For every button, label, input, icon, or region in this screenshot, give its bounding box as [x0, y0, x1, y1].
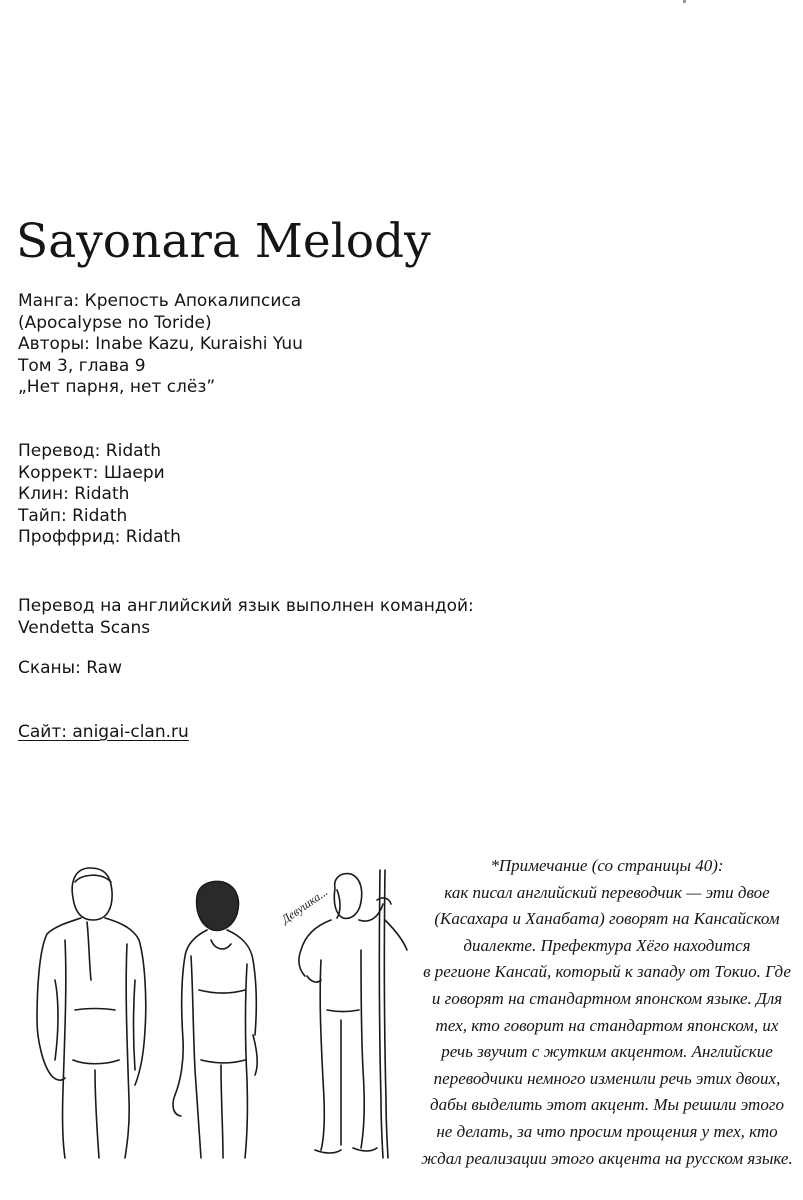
note-line: диалекте. Префектура Хёго находится — [463, 935, 751, 955]
credit-proofread: Коррект: Шаери — [18, 462, 165, 483]
figure-left — [37, 868, 146, 1158]
note-line: дабы выделить этот акцент. Мы решили этого — [430, 1095, 784, 1115]
manga-illustration — [15, 860, 410, 1160]
site-url: anigai-clan.ru — [72, 722, 189, 742]
note-line: ждал реализации этого акцента на русском языке. — [421, 1148, 793, 1168]
manga-info — [18, 291, 303, 399]
credits — [18, 441, 181, 549]
scans-line: Сканы: Raw — [18, 658, 122, 678]
authors-line: Авторы: Inabe Kazu, Kuraishi Yuu — [18, 334, 303, 354]
credit-quality-check: Проффрид: Ridath — [18, 527, 181, 547]
note-line: (Касахара и Ханабата) говорят на Кансайском — [434, 909, 780, 929]
note-line: в регионе Кансай, который к западу от Токио. Где — [423, 962, 791, 982]
corner-mark — [683, 0, 686, 3]
volume-chapter-line: Том 3, глава 9 — [18, 355, 146, 376]
scans-credit — [18, 658, 122, 680]
english-translation-label: Перевод на английский язык выполнен командой: — [18, 596, 474, 616]
note-line: тех, кто говорит на стандартом японском, их — [435, 1015, 779, 1035]
note-line: *Примечание (со страницы 40): — [490, 856, 724, 875]
site-credit — [18, 722, 189, 744]
site-label: Сайт: — [18, 722, 73, 742]
figure-middle — [173, 882, 257, 1158]
english-translation-team: Vendetta Scans — [18, 617, 151, 638]
english-translation-credit — [18, 596, 474, 639]
site-link[interactable] — [18, 722, 189, 744]
manga-title-line: Манга: Крепость Апокалипсиса — [18, 291, 302, 311]
page-title: Sayonara Melody — [16, 214, 431, 269]
note-line: речь звучит с жутким акцентом. Английские — [441, 1042, 773, 1062]
speech-bubble-text: Девушка... — [278, 884, 331, 927]
note-line: переводчики немного изменили речь этих двоих, — [433, 1068, 781, 1088]
note-line: и говорят на стандартном японском языке. Для — [431, 988, 783, 1008]
manga-original-title-line: (Apocalypse no Toride) — [18, 312, 212, 333]
three-figures-drawing — [15, 860, 410, 1160]
note-line: как писал английский переводчик — эти двое — [444, 882, 770, 902]
chapter-title-line: „Нет парня, нет слёз” — [18, 377, 216, 397]
credit-translation: Перевод: Ridath — [18, 441, 161, 461]
note-line: не делать, за что просим прощения у тех, кто — [436, 1121, 778, 1141]
translator-note — [412, 853, 802, 1172]
credit-typeset: Тайп: Ridath — [18, 505, 128, 526]
figure-right — [299, 870, 407, 1158]
credit-clean: Клин: Ridath — [18, 484, 130, 504]
